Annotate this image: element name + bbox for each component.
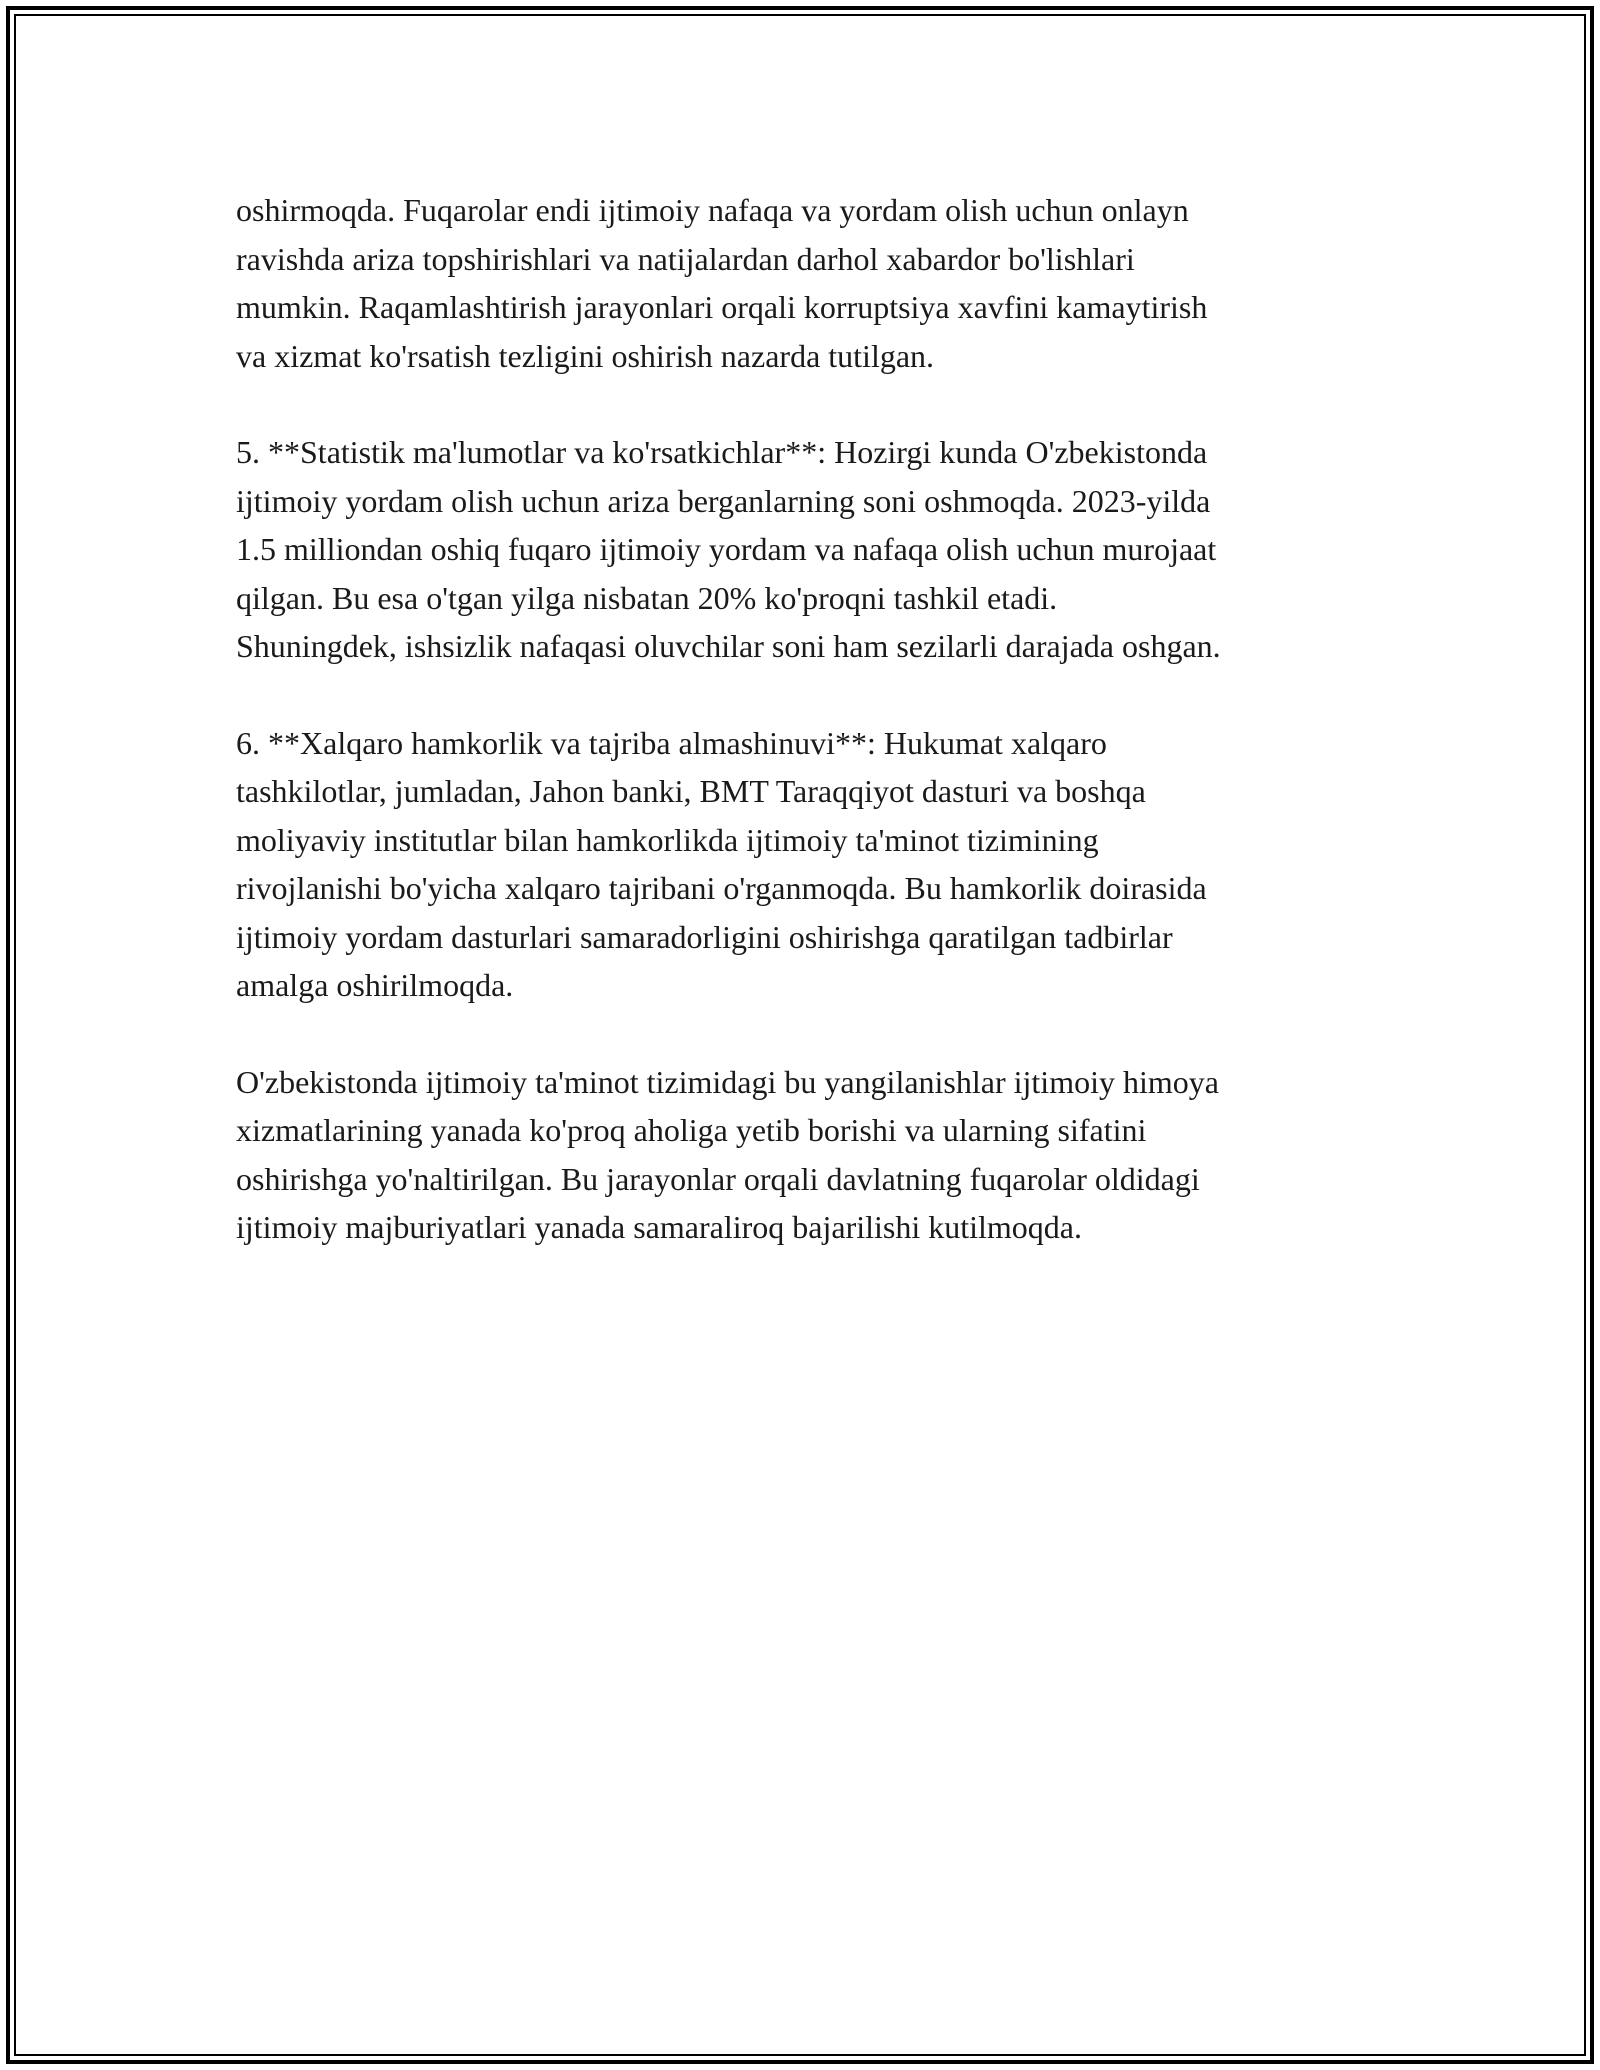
text-line: mumkin. Raqamlashtirish jarayonlari orqali korruptsiya xavfini kamaytirish (236, 289, 1208, 325)
text-line: tashkilotlar, jumladan, Jahon banki, BMT Taraqqiyot dasturi va boshqa (236, 773, 1146, 809)
text-line: oshirmoqda. Fuqarolar endi ijtimoiy nafaqa va yordam olish uchun onlayn (236, 192, 1189, 228)
text-line: va xizmat ko'rsatish tezligini oshirish nazarda tutilgan. (236, 337, 935, 374)
text-line: ijtimoiy yordam olish uchun ariza berganlarning soni oshmoqda. 2023-yilda (236, 482, 1211, 519)
text-line: Shuningdek, ishsizlik nafaqasi oluvchilar soni ham sezilarli darajada oshgan. (236, 628, 1221, 664)
paragraph-statistics (236, 428, 1386, 671)
text-line: O'zbekistonda ijtimoiy ta'minot tizimidagi bu yangilanishlar ijtimoiy himoya (236, 1063, 1219, 1100)
paragraph-conclusion (236, 1058, 1386, 1252)
text-line: ijtimoiy majburiyatlari yanada samaraliroq bajarilishi kutilmoqda. (236, 1209, 1082, 1245)
paragraph-international-cooperation (236, 719, 1386, 1010)
text-line: 6. **Xalqaro hamkorlik va tajriba almashinuvi**: Hukumat xalqaro (236, 724, 1107, 761)
text-line: ijtimoiy yordam dasturlari samaradorligini oshirishga qaratilgan tadbirlar (236, 918, 1173, 955)
text-line: rivojlanishi bo'yicha xalqaro tajribani o'rganmoqda. Bu hamkorlik doirasida (236, 870, 1207, 906)
text-line: xizmatlarining yanada ko'proq aholiga yetib borishi va ularning sifatini (236, 1112, 1147, 1148)
text-line: 5. **Statistik ma'lumotlar va ko'rsatkichlar**: Hozirgi kunda O'zbekistonda (236, 434, 1208, 470)
text-line: 1.5 milliondan oshiq fuqaro ijtimoiy yordam va nafaqa olish uchun murojaat (236, 531, 1217, 567)
paragraph-digitalization (236, 186, 1386, 380)
text-line: qilgan. Bu esa o'tgan yilga nisbatan 20% ko'proqni tashkil etadi. (236, 579, 1058, 616)
document-body (236, 186, 1386, 1300)
text-line: moliyaviy institutlar bilan hamkorlikda ijtimoiy ta'minot tizimining (236, 821, 1099, 858)
text-line: ravishda ariza topshirishlari va natijalardan darhol xabardor bo'lishlari (236, 240, 1135, 277)
text-line: oshirishga yo'naltirilgan. Bu jarayonlar orqali davlatning fuqarolar oldidagi (236, 1160, 1200, 1197)
text-line: amalga oshirilmoqda. (236, 967, 514, 1003)
